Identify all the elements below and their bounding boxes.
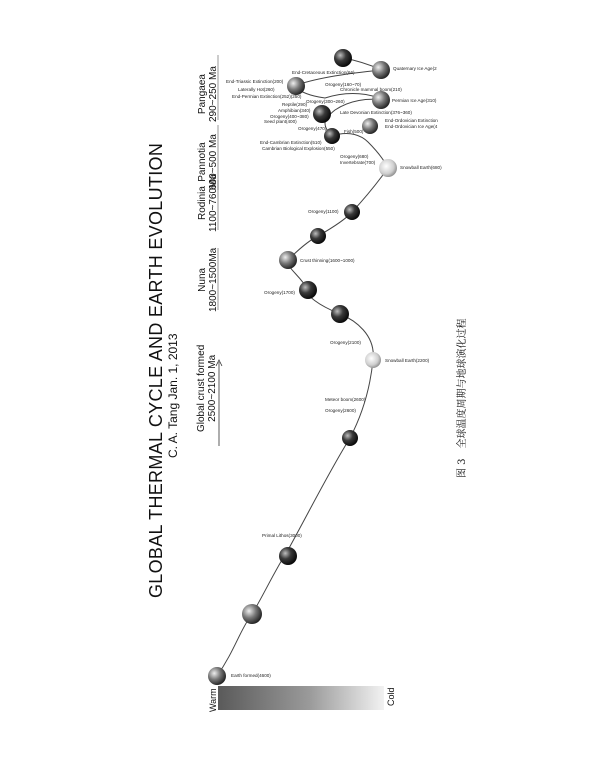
earth-globe-icon bbox=[362, 118, 378, 134]
earth-globe-icon bbox=[334, 49, 352, 67]
page-title: GLOBAL THERMAL CYCLE AND EARTH EVOLUTION bbox=[146, 142, 166, 598]
event-label: End-Ordovician Extinction bbox=[385, 118, 438, 123]
event-label: Orogeny(160~70) bbox=[325, 82, 362, 87]
era-name: Pangaea bbox=[197, 74, 208, 115]
era-global-crust bbox=[196, 345, 218, 432]
temperature-scale-bar bbox=[218, 686, 384, 710]
event-label: Quaternary Ice Age(2 bbox=[393, 66, 437, 71]
earth-globe-icon bbox=[299, 281, 317, 299]
era-name: Pannotia bbox=[197, 142, 208, 182]
event-label: Reptile(290) bbox=[282, 102, 308, 107]
earth-globe-icon bbox=[208, 667, 226, 685]
event-label: Chronicle mammal boom(210) bbox=[340, 87, 402, 92]
era-rodinia bbox=[197, 174, 219, 232]
era-range: 1800~1500Ma bbox=[208, 247, 219, 312]
event-label: Permian Ice Age(310) bbox=[392, 98, 437, 103]
era-name: Global crust formed bbox=[196, 344, 207, 432]
scale-warm-label: Warm bbox=[208, 688, 218, 712]
earth-globe-icon bbox=[313, 105, 331, 123]
event-label: Seed plant(400) bbox=[264, 119, 297, 124]
event-label: Late Devonian Extinction(376~360) bbox=[340, 110, 412, 115]
earth-globe-icon bbox=[310, 228, 326, 244]
event-label: Fish(500) bbox=[344, 129, 364, 134]
event-label: Snowball Earth(680) bbox=[400, 165, 442, 170]
earth-globe-icon bbox=[287, 77, 305, 95]
event-label: End-Triassic Extinction(200) bbox=[226, 79, 284, 84]
era-range: 2500~2100 Ma bbox=[207, 354, 218, 422]
event-label: Orogeny(470) bbox=[298, 126, 327, 131]
earth-globe-icon bbox=[279, 251, 297, 269]
earth-globe-icon bbox=[372, 91, 390, 109]
event-label: End-Ordovician Ice Age(4 bbox=[385, 124, 438, 129]
event-label: End-Cretaceous Extinction(66) bbox=[292, 70, 355, 75]
event-label: Orogeny(2600) bbox=[325, 408, 356, 413]
event-label: End-Permian Extinction(252)(250) bbox=[232, 94, 302, 99]
earth-globe-icon bbox=[324, 128, 340, 144]
figure-caption: 图 3 全球温度周期与地球演化过程 bbox=[457, 318, 468, 478]
era-range: 600~500 Ma bbox=[208, 134, 219, 190]
era-range: 290~250 Ma bbox=[208, 66, 219, 122]
event-label: Orogeny(1700) bbox=[264, 290, 295, 295]
author-line: C. A. Tang Jan. 1, 2013 bbox=[166, 333, 180, 458]
event-label: Amphibian(340) bbox=[278, 108, 311, 113]
earth-globe-icon bbox=[344, 204, 360, 220]
era-nuna bbox=[197, 248, 219, 312]
event-label: Orogeny(400~380) bbox=[270, 114, 309, 119]
event-label: Meteor boom(2600) bbox=[325, 397, 366, 402]
era-range: 1100~760Ma bbox=[208, 174, 219, 232]
event-label: Orogeny(300~260) bbox=[306, 99, 345, 104]
era-pangaea bbox=[197, 66, 219, 122]
event-label: Orogeny(1100) bbox=[308, 209, 339, 214]
earth-globe-icon bbox=[242, 604, 262, 624]
earth-globe-icon bbox=[331, 305, 349, 323]
event-label: End-Cambrian Extinction(510) bbox=[260, 140, 322, 145]
event-label: Earth formed(4600) bbox=[231, 673, 271, 678]
event-label: Crust thinning(1600~1000) bbox=[300, 258, 355, 263]
snowball-earth-icon bbox=[379, 159, 397, 177]
event-label: Laterally Hot(260) bbox=[238, 87, 275, 92]
event-label: Primal Lithos(3000) bbox=[262, 533, 302, 538]
earth-globe-icon bbox=[279, 547, 297, 565]
earth-globe-icon bbox=[342, 430, 358, 446]
event-label: Cambrian Biological Explosion(550) bbox=[262, 146, 335, 151]
snowball-earth-icon bbox=[365, 352, 381, 368]
era-name: Rodinia bbox=[197, 186, 208, 220]
era-name: Nuna bbox=[197, 267, 208, 292]
scale-cold-label: Cold bbox=[386, 687, 396, 706]
event-label: Orogeny(680) bbox=[340, 154, 369, 159]
earth-globe-icon bbox=[372, 61, 390, 79]
event-label: Invertebrate(700) bbox=[340, 160, 376, 165]
event-label: Orogeny(2100) bbox=[330, 340, 361, 345]
event-label: Snowball Earth(2200) bbox=[385, 358, 430, 363]
